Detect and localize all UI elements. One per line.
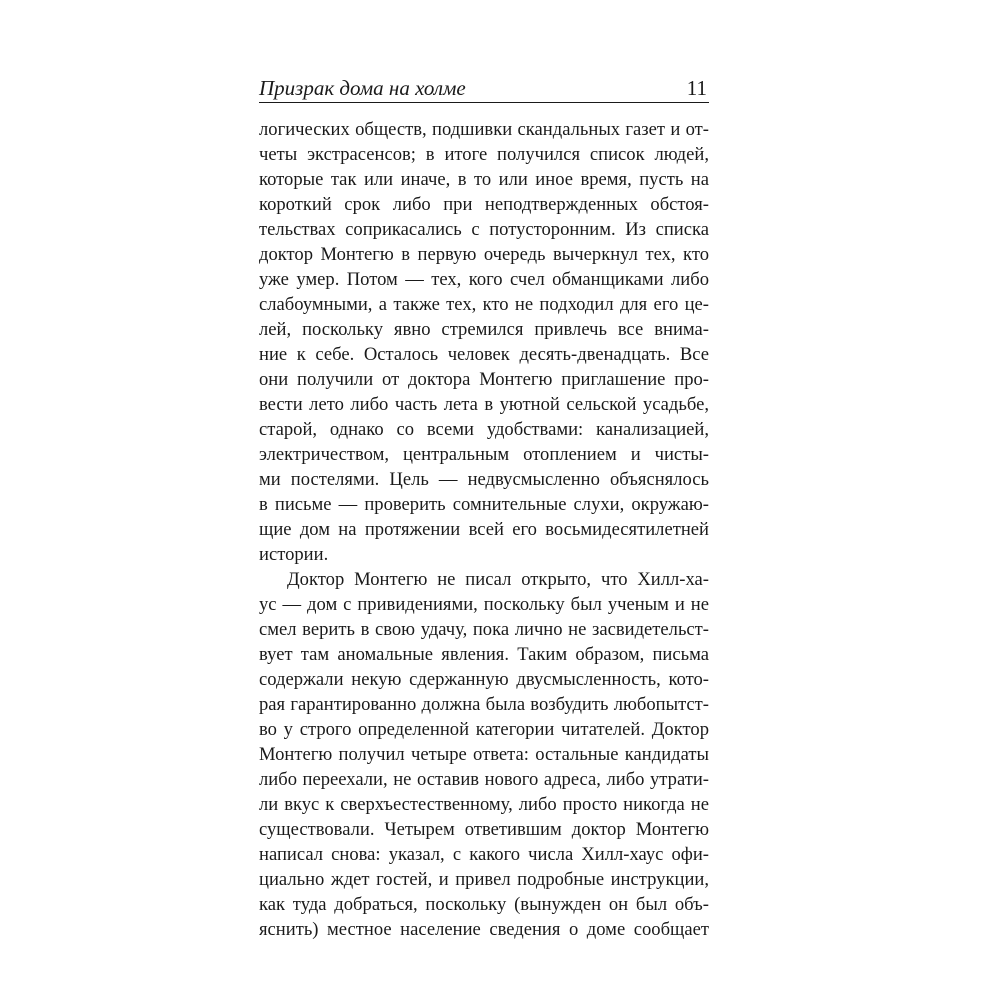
paragraph — [259, 117, 709, 567]
text-line: как туда добраться, поскольку (вынужден он был объ- — [259, 894, 709, 915]
text-line: содержали некую сдержанную двусмысленность, кото- — [259, 669, 709, 690]
text-line: существовали. Четырем ответившим доктор Монтегю — [259, 819, 709, 840]
running-title: Призрак дома на холме — [259, 76, 466, 100]
body-text — [259, 117, 709, 942]
running-head — [259, 72, 709, 103]
text-line: ус — дом с привидениями, поскольку был ученым и не — [259, 594, 709, 615]
text-line: ние к себе. Осталось человек десять-двенадцать. Все — [259, 344, 709, 365]
text-line: вести лето либо часть лета в уютной сельской усадьбе, — [259, 394, 709, 415]
paragraph — [259, 567, 709, 942]
text-line: четы экстрасенсов; в итоге получился список людей, — [259, 144, 709, 165]
text-line: старой, однако со всеми удобствами: канализацией, — [259, 419, 709, 440]
book-page — [259, 72, 709, 942]
text-line: Доктор Монтегю не писал открыто, что Хилл-ха- — [287, 569, 709, 590]
text-line: вует там аномальные явления. Таким образом, письма — [259, 644, 709, 665]
text-line: циально ждет гостей, и привел подробные инструкции, — [259, 869, 709, 890]
text-line: тельствах соприкасались с потусторонним. Из списка — [259, 219, 709, 240]
text-line: яснить) местное население сведения о доме сообщает — [259, 919, 709, 940]
text-line: ли вкус к сверхъестественному, либо просто никогда не — [259, 794, 709, 815]
text-line: уже умер. Потом — тех, кого счел обманщиками либо — [259, 269, 709, 290]
text-line: в письме — проверить сомнительные слухи, окружаю- — [259, 494, 709, 515]
text-line: электричеством, центральным отоплением и чисты- — [259, 444, 709, 465]
text-line: логических обществ, подшивки скандальных газет и от- — [259, 119, 709, 140]
text-line: они получили от доктора Монтегю приглашение про- — [259, 369, 709, 390]
text-line: во у строго определенной категории читателей. Доктор — [259, 719, 709, 740]
text-line: Монтегю получил четыре ответа: остальные кандидаты — [259, 744, 709, 765]
text-line: либо переехали, не оставив нового адреса, либо утрати- — [259, 769, 709, 790]
page-number: 11 — [686, 76, 707, 100]
text-line: слабоумными, а также тех, кто не подходил для его це- — [259, 294, 709, 315]
text-line: смел верить в свою удачу, пока лично не засвидетельст- — [259, 619, 709, 640]
text-line: написал снова: указал, с какого числа Хилл-хаус офи- — [259, 844, 709, 865]
text-line: лей, поскольку явно стремился привлечь все внима- — [259, 319, 709, 340]
text-line: короткий срок либо при неподтвержденных обстоя- — [259, 194, 709, 215]
text-line: рая гарантированно должна была возбудить любопытст- — [259, 694, 709, 715]
text-line: ми постелями. Цель — недвусмысленно объяснялось — [259, 469, 709, 490]
text-line: которые так или иначе, в то или иное время, пусть на — [259, 169, 709, 190]
text-line: щие дом на протяжении всей его восьмидесятилетней — [259, 519, 709, 540]
text-line: истории. — [259, 544, 329, 565]
text-line: доктор Монтегю в первую очередь вычеркнул тех, кто — [259, 244, 709, 265]
